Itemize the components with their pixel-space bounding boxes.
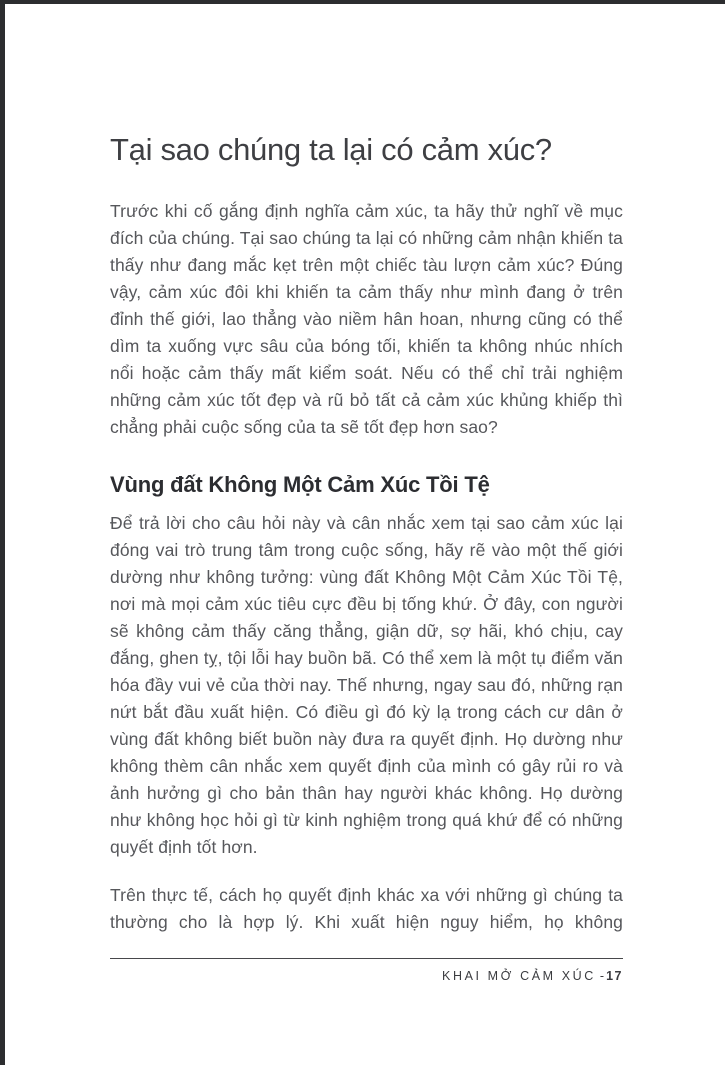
footer-rule bbox=[110, 958, 623, 959]
page-footer bbox=[110, 958, 623, 983]
body-paragraph-1: Trước khi cố gắng định nghĩa cảm xúc, ta hãy thử nghĩ về mục đích của chúng. Tại sao chúng ta lại có những cảm nhận khiến ta thấy như đang mắc kẹt trên một chiếc tàu lượn cảm xúc? Đúng vậy, cảm xúc đôi khi khiến ta cảm thấy như mình đang ở trên đỉnh thế giới, lao thẳng vào niềm hân hoan, nhưng cũng có thể dìm ta xuống vực sâu của bóng tối, khiến ta không nhúc nhích nổi hoặc cảm thấy mất kiểm soát. Nếu có thể chỉ trải nghiệm những cảm xúc tốt đẹp và rũ bỏ tất cả cảm xúc khủng khiếp thì chẳng phải cuộc sống của ta sẽ tốt đẹp hơn sao? bbox=[110, 201, 623, 437]
chapter-title: Tại sao chúng ta lại có cảm xúc? bbox=[110, 132, 552, 167]
running-title: KHAI MỞ CẢM XÚC bbox=[442, 969, 596, 983]
page-content bbox=[110, 4, 623, 936]
footer-separator: - bbox=[599, 969, 605, 983]
section-heading: Vùng đất Không Một Cảm Xúc Tồi Tệ bbox=[110, 472, 490, 497]
running-footer bbox=[110, 969, 623, 983]
body-paragraph-3: Trên thực tế, cách họ quyết định khác xa với những gì chúng ta thường cho là hợp lý. Khi xuất hiện nguy hiểm, họ không bbox=[110, 885, 623, 932]
page-number: 17 bbox=[606, 969, 623, 983]
body-paragraph-2: Để trả lời cho câu hỏi này và cân nhắc xem tại sao cảm xúc lại đóng vai trò trung tâm trong cuộc sống, hãy rẽ vào một thế giới dường như không tưởng: vùng đất Không Một Cảm Xúc Tồi Tệ, nơi mà mọi cảm xúc tiêu cực đều bị tống khứ. Ở đây, con người sẽ không cảm thấy căng thẳng, giận dữ, sợ hãi, khó chịu, cay đắng, ghen tỵ, tội lỗi hay buồn bã. Có thể xem là một tụ điểm văn hóa đầy vui vẻ của thời nay. Thế nhưng, ngay sau đó, những rạn nứt bắt đầu xuất hiện. Có điều gì đó kỳ lạ trong cách cư dân ở vùng đất không biết buồn này đưa ra quyết định. Họ dường như không thèm cân nhắc xem quyết định của mình có gây rủi ro và ảnh hưởng gì cho bản thân hay người khác không. Họ dường như không học hỏi gì từ kinh nghiệm trong quá khứ để có những quyết định tốt hơn. bbox=[110, 513, 623, 857]
